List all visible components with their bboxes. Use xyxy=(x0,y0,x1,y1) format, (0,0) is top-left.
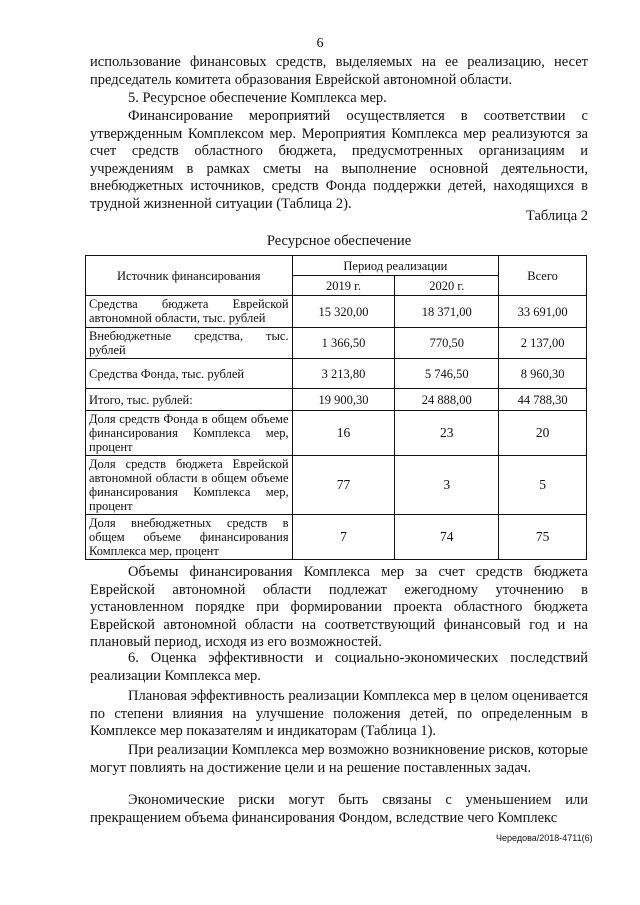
table-title: Ресурсное обеспечение xyxy=(266,233,412,249)
row-2019: 77 xyxy=(292,456,395,515)
row-2020: 74 xyxy=(395,515,499,560)
row-label: Доля средств бюджета Еврейской автономной области в общем объеме финансирования Комплекса мер, процент xyxy=(86,456,293,515)
header-2019: 2019 г. xyxy=(292,276,395,296)
row-2019: 15 320,00 xyxy=(292,296,395,328)
paragraph-volumes: Объемы финансирования Комплекса мер за счет средств бюджета Еврейской автономной области подлежат ежегодному уточнению в установленном порядке при формировании проекта областного бюджета Еврейской автономной области на соответствующий финансовый год и на плановый период, исходя из его возможностей. xyxy=(90,564,588,650)
paragraph-financing: Финансирование мероприятий осуществляется в соответствии с утвержденным Комплексом мер. Мероприятия Комплекса мер реализуются за счет средств областного бюджета, предусмотренных организациям и учреждениям в рамках сметы на выполнение основной деятельности, внебюджетных источников, средств Фонда поддержки детей, находящихся в трудной жизненной ситуации (Таблица 2). xyxy=(90,108,588,212)
row-2019: 7 xyxy=(292,515,395,560)
paragraph-risks: При реализации Комплекса мер возможно возникновение рисков, которые могут повлиять на достижение цели и на решение поставленных задач. xyxy=(90,742,588,776)
row-2020: 3 xyxy=(395,456,499,515)
header-source: Источник финансирования xyxy=(86,256,293,296)
section-5-heading: 5. Ресурсное обеспечение Комплекса мер. xyxy=(128,90,387,106)
row-label: Доля внебюджетных средств в общем объеме финансирования Комплекса мер, процент xyxy=(86,515,293,560)
table-row xyxy=(86,328,587,359)
row-total: 2 137,00 xyxy=(499,328,587,359)
table-row xyxy=(86,296,587,328)
footer-code: Чередова/2018-4711(6) xyxy=(496,833,593,843)
row-total: 33 691,00 xyxy=(499,296,587,328)
table-row xyxy=(86,456,587,515)
row-2020: 24 888,00 xyxy=(395,389,499,411)
row-total: 20 xyxy=(499,411,587,456)
row-total: 5 xyxy=(499,456,587,515)
row-2020: 770,50 xyxy=(395,328,499,359)
section-6-heading: 6. Оценка эффективности и социально-экономических последствий реализации Комплекса мер. xyxy=(90,650,588,684)
table-row xyxy=(86,359,587,389)
header-2020: 2020 г. xyxy=(395,276,499,296)
table-row xyxy=(86,515,587,560)
resources-table xyxy=(85,255,587,560)
row-label: Доля средств Фонда в общем объеме финансирования Комплекса мер, процент xyxy=(86,411,293,456)
table-row xyxy=(86,389,587,411)
row-label: Средства бюджета Еврейской автономной области, тыс. рублей xyxy=(86,296,293,328)
row-2020: 18 371,00 xyxy=(395,296,499,328)
row-2020: 23 xyxy=(395,411,499,456)
row-2019: 19 900,30 xyxy=(292,389,395,411)
paragraph-top: использование финансовых средств, выделяемых на ее реализацию, несет председатель комитета образования Еврейской автономной области. xyxy=(90,54,588,88)
row-total: 44 788,30 xyxy=(499,389,587,411)
paragraph-economic-risks: Экономические риски могут быть связаны с уменьшением или прекращением объема финансирования Фондом, вследствие чего Комплекс xyxy=(90,792,588,826)
header-total: Всего xyxy=(499,256,587,296)
table-row xyxy=(86,411,587,456)
row-2019: 1 366,50 xyxy=(292,328,395,359)
row-2020: 5 746,50 xyxy=(395,359,499,389)
paragraph-efficiency: Плановая эффективность реализации Комплекса мер в целом оценивается по степени влияния на улучшение положения детей, по определенным в Комплексе мер показателям и индикаторам (Таблица 1). xyxy=(90,688,588,739)
table-label: Таблица 2 xyxy=(525,208,588,224)
row-2019: 16 xyxy=(292,411,395,456)
row-label: Внебюджетные средства, тыс. рублей xyxy=(86,328,293,359)
page-number: 6 xyxy=(316,36,324,51)
row-2019: 3 213,80 xyxy=(292,359,395,389)
row-total: 75 xyxy=(499,515,587,560)
row-label: Итого, тыс. рублей: xyxy=(86,389,293,411)
header-period: Период реализации xyxy=(292,256,499,276)
row-total: 8 960,30 xyxy=(499,359,587,389)
row-label: Средства Фонда, тыс. рублей xyxy=(86,359,293,389)
